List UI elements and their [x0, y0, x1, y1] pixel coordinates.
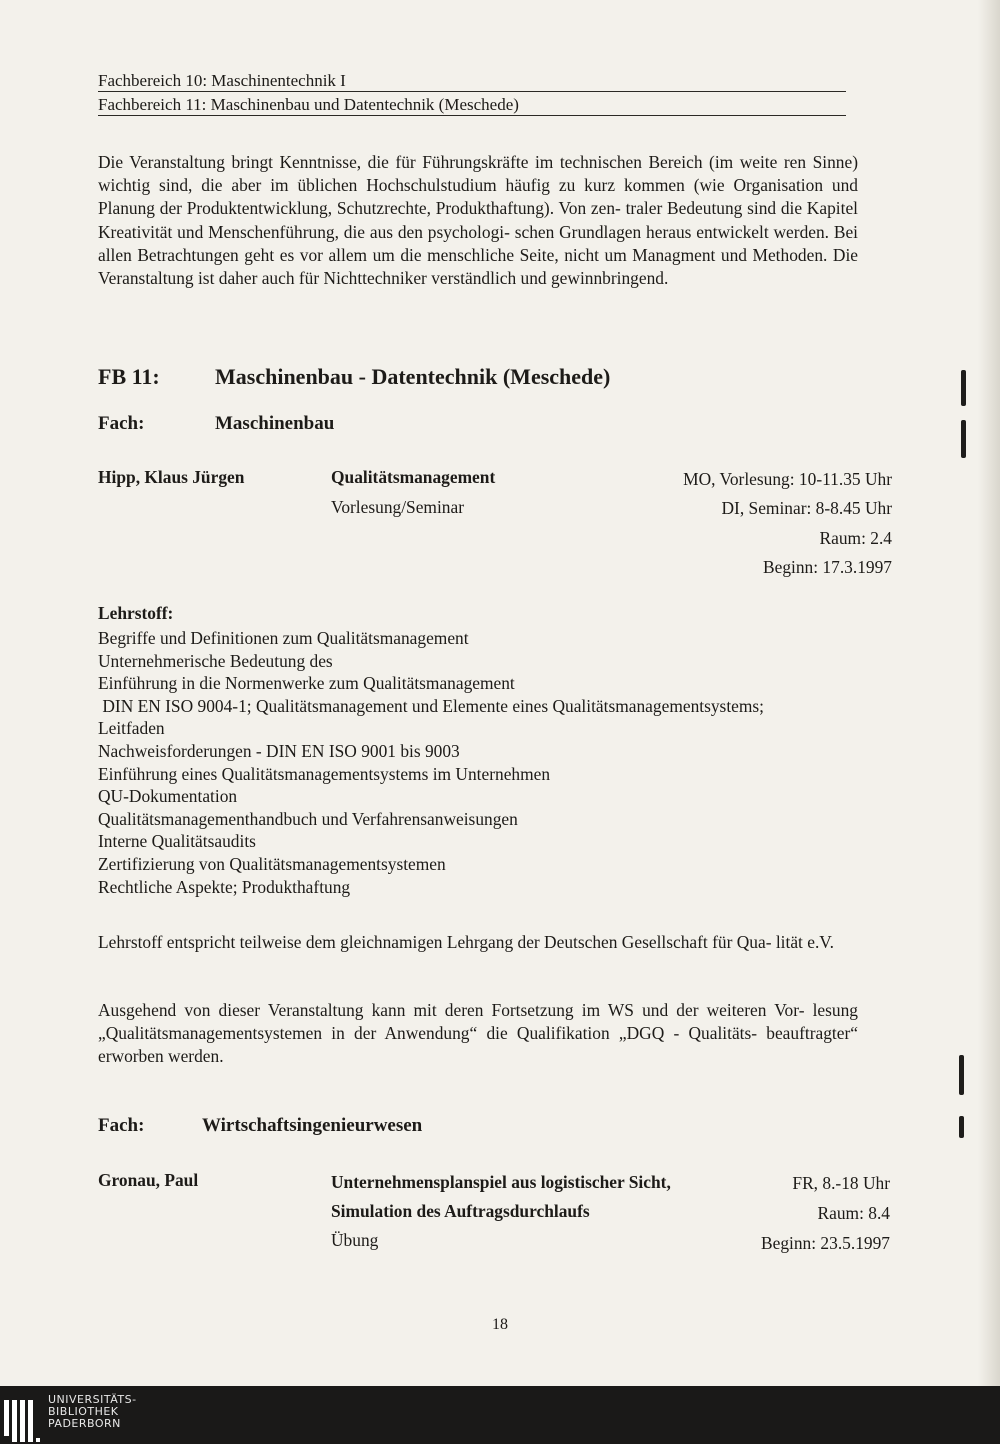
lehrstoff-list — [98, 627, 868, 898]
course-time-lecture: MO, Vorlesung: 10-11.35 Uhr — [683, 469, 892, 489]
page-edge-shadow — [978, 0, 1000, 1386]
fach-label: Fach: — [98, 413, 145, 434]
course-type: Übung — [331, 1230, 379, 1250]
course-title-line-2: Simulation des Auftragsdurchlaufs — [331, 1201, 590, 1221]
fach-name: Wirtschaftsingenieurwesen — [202, 1115, 423, 1136]
course-room: Raum: 2.4 — [819, 528, 892, 548]
course-title: Qualitätsmanagement — [331, 467, 496, 487]
section-title: Maschinenbau - Datentechnik (Meschede) — [215, 364, 611, 389]
binding-mark — [961, 370, 966, 406]
list-item: Leitfaden — [98, 718, 165, 739]
library-name: UNIVERSITÄTS- BIBLIOTHEK PADERBORN — [48, 1393, 137, 1430]
list-item: Interne Qualitätsaudits — [98, 831, 256, 852]
course-time-seminar: DI, Seminar: 8-8.45 Uhr — [721, 498, 892, 518]
fach-name: Maschinenbau — [215, 413, 335, 434]
list-item: Unternehmerische Bedeutung des — [98, 650, 333, 671]
list-item: Einführung eines Qualitätsmanagementsystems im Unternehmen — [98, 763, 551, 784]
page-number: 18 — [492, 1316, 508, 1333]
library-footer — [0, 1386, 1000, 1444]
course-lecturer: Gronau, Paul — [98, 1170, 199, 1190]
note-paragraph-dgq: Lehrstoff entspricht teilweise dem gleichnamigen Lehrgang der Deutschen Gesellschaft für Qua- lität e.V. — [98, 932, 834, 952]
binding-mark — [959, 1055, 964, 1095]
list-item: Zertifizierung von Qualitätsmanagementsystemen — [98, 853, 446, 874]
binding-mark — [959, 1116, 964, 1138]
list-item: DIN EN ISO 9004-1; Qualitätsmanagement und Elemente eines Qualitätsmanagementsystems; — [98, 695, 764, 716]
course-start: Beginn: 23.5.1997 — [761, 1233, 890, 1253]
note-paragraph-continuation: Ausgehend von dieser Veranstaltung kann mit deren Fortsetzung im WS und der weiteren Vor- lesung „Qualitätsmanagementsystemen in der Anwendung“ die Qualifikation „DGQ - Qualitäts- beauftragter“ erworben werden. — [98, 1000, 858, 1067]
list-item: Begriffe und Definitionen zum Qualitätsmanagement — [98, 628, 469, 648]
lehrstoff-heading: Lehrstoff: — [98, 603, 174, 623]
list-item: Einführung in die Normenwerke zum Qualitätsmanagement — [98, 673, 515, 694]
intro-paragraph: Die Veranstaltung bringt Kenntnisse, die für Führungskräfte im technischen Bereich (im weite ren Sinne) wichtig sind, die aber im üblichen Hochschulstudium häufig zu kurz kommen (wie Organisation und Planung der Produktentwicklung, Schutzrechte, Produkthaftung). Von zen- traler Bedeutung sind die Kapitel Kreativität und Menschenführung, die aus den psychologi- schen Grundlagen heraus entwickelt werden. Bei allen Betrachtungen geht es vor allem um die menschliche Seite, nicht um Managment und Methoden. Die Veranstaltung ist daher auch für Nichttechniker verständlich und gewinnbringend. — [98, 152, 858, 289]
section-code: FB 11: — [98, 364, 160, 389]
binding-mark — [961, 420, 966, 458]
list-item: Nachweisforderungen - DIN EN ISO 9001 bis 9003 — [98, 740, 460, 761]
list-item: QU-Dokumentation — [98, 786, 238, 807]
list-item: Rechtliche Aspekte; Produkthaftung — [98, 876, 351, 897]
header-line-1: Fachbereich 10: Maschinentechnik I — [98, 71, 846, 92]
course-lecturer: Hipp, Klaus Jürgen — [98, 467, 245, 487]
fach-label: Fach: — [98, 1115, 145, 1136]
course-room: Raum: 8.4 — [817, 1203, 890, 1223]
course-time: FR, 8.-18 Uhr — [792, 1173, 890, 1193]
list-item: Qualitätsmanagementhandbuch und Verfahrensanweisungen — [98, 808, 518, 829]
course-type: Vorlesung/Seminar — [331, 497, 464, 517]
header-line-2: Fachbereich 11: Maschinenbau und Datentechnik (Meschede) — [98, 95, 846, 116]
course-start: Beginn: 17.3.1997 — [763, 557, 892, 577]
course-title-line-1: Unternehmensplanspiel aus logistischer Sicht, — [331, 1172, 671, 1192]
